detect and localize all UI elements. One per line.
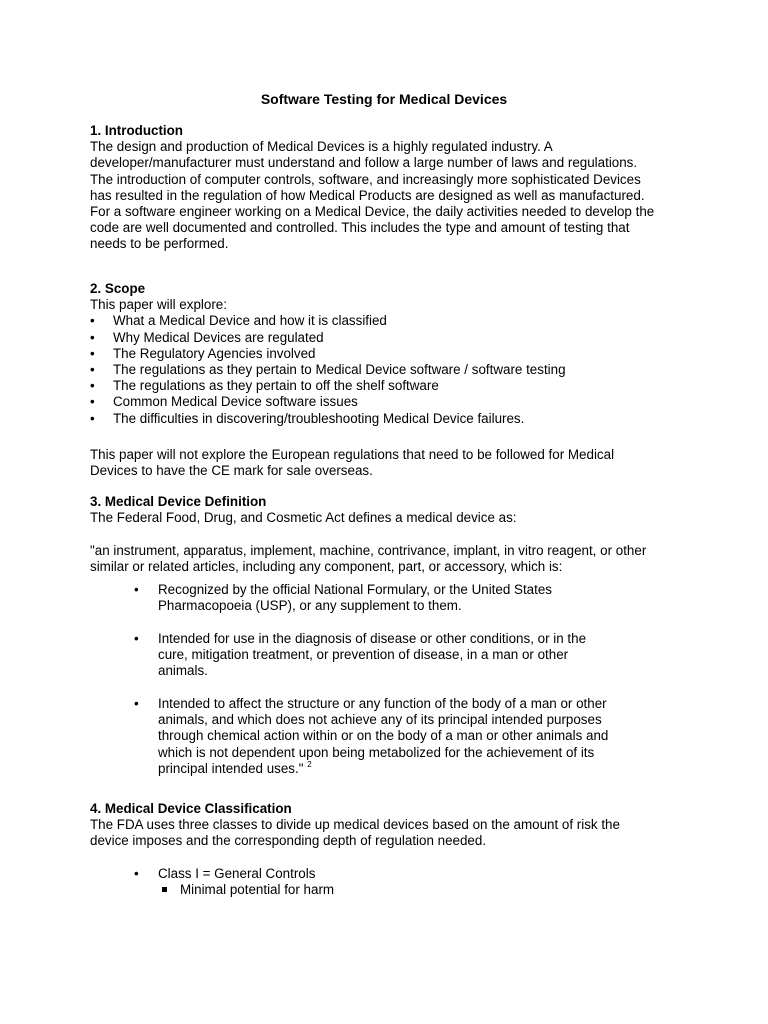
intro-line: The introduction of computer controls, software, and increasingly more sophisticated Devices <box>90 171 641 187</box>
list-item: • What a Medical Device and how it is classified <box>90 313 690 329</box>
intro-line: code are well documented and controlled. This includes the type and amount of testing that <box>90 220 630 236</box>
section-classification <box>90 801 690 850</box>
list-item: • Intended to affect the structure or any function of the body of a man or other animals, and which does not achieve any of its principal intended purposes through chemical action within or on the body of a man or other animals and which is not dependent upon being metabolized for the achievement of its principal intended uses." $^2$ <box>90 696 638 777</box>
footnote-marker[interactable]: 2 <box>307 759 312 769</box>
intro-line: For a software engineer working on a Medical Device, the daily activities needed to develop the <box>90 204 655 220</box>
section-heading: 3. Medical Device Definition <box>90 494 267 509</box>
section-definition <box>90 494 690 526</box>
definition-intro: The Federal Food, Drug, and Cosmetic Act defines a medical device as: <box>90 510 517 526</box>
classification-list <box>90 866 690 898</box>
intro-line: developer/manufacturer must understand and follow a large number of laws and regulations. <box>90 155 638 171</box>
intro-line: The design and production of Medical Devices is a highly regulated industry. A <box>90 139 553 155</box>
section-heading: 4. Medical Device Classification <box>90 801 292 816</box>
scope-note <box>90 447 690 479</box>
section-scope <box>90 281 690 427</box>
scope-intro: This paper will explore: <box>90 297 227 313</box>
list-item: • The regulations as they pertain to off the shelf software <box>90 378 690 394</box>
sub-list-item: Minimal potential for harm <box>90 882 690 898</box>
list-item: • Common Medical Device software issues <box>90 394 690 410</box>
list-item: • Recognized by the official National Formulary, or the United States Pharmacopoeia (USP), or any supplement to them. <box>90 582 638 614</box>
section-heading: 2. Scope <box>90 281 146 296</box>
note-line: This paper will not explore the European regulations that need to be followed for Medical <box>90 447 615 462</box>
list-item: • Why Medical Devices are regulated <box>90 330 690 346</box>
intro-line: has resulted in the regulation of how Medical Products are designed as well as manufactured. <box>90 187 645 203</box>
definition-list <box>90 582 690 794</box>
document-title: Software Testing for Medical Devices <box>260 91 508 107</box>
classification-line: device imposes and the corresponding depth of regulation needed. <box>90 833 487 849</box>
quote-line: "an instrument, apparatus, implement, machine, contrivance, implant, in vitro reagent, or other <box>90 543 647 558</box>
list-item: • Class I = General Controls <box>90 866 690 882</box>
list-item: • The regulations as they pertain to Medical Device software / software testing <box>90 362 690 378</box>
definition-quote <box>90 543 690 575</box>
scope-list <box>90 313 690 426</box>
list-item: • The difficulties in discovering/troubleshooting Medical Device failures. <box>90 411 690 427</box>
note-line: Devices to have the CE mark for sale overseas. <box>90 463 373 479</box>
quote-line: similar or related articles, including any component, part, or accessory, which is: <box>90 559 563 575</box>
classification-line: The FDA uses three classes to divide up medical devices based on the amount of risk the <box>90 817 620 833</box>
section-heading: 1. Introduction <box>90 123 183 138</box>
intro-line: needs to be performed. <box>90 236 229 252</box>
section-introduction <box>90 123 690 253</box>
list-item: • The Regulatory Agencies involved <box>90 346 690 362</box>
list-item: • Intended for use in the diagnosis of disease or other conditions, or in the cure, mitigation treatment, or prevention of disease, in a man or other animals. <box>90 631 638 680</box>
